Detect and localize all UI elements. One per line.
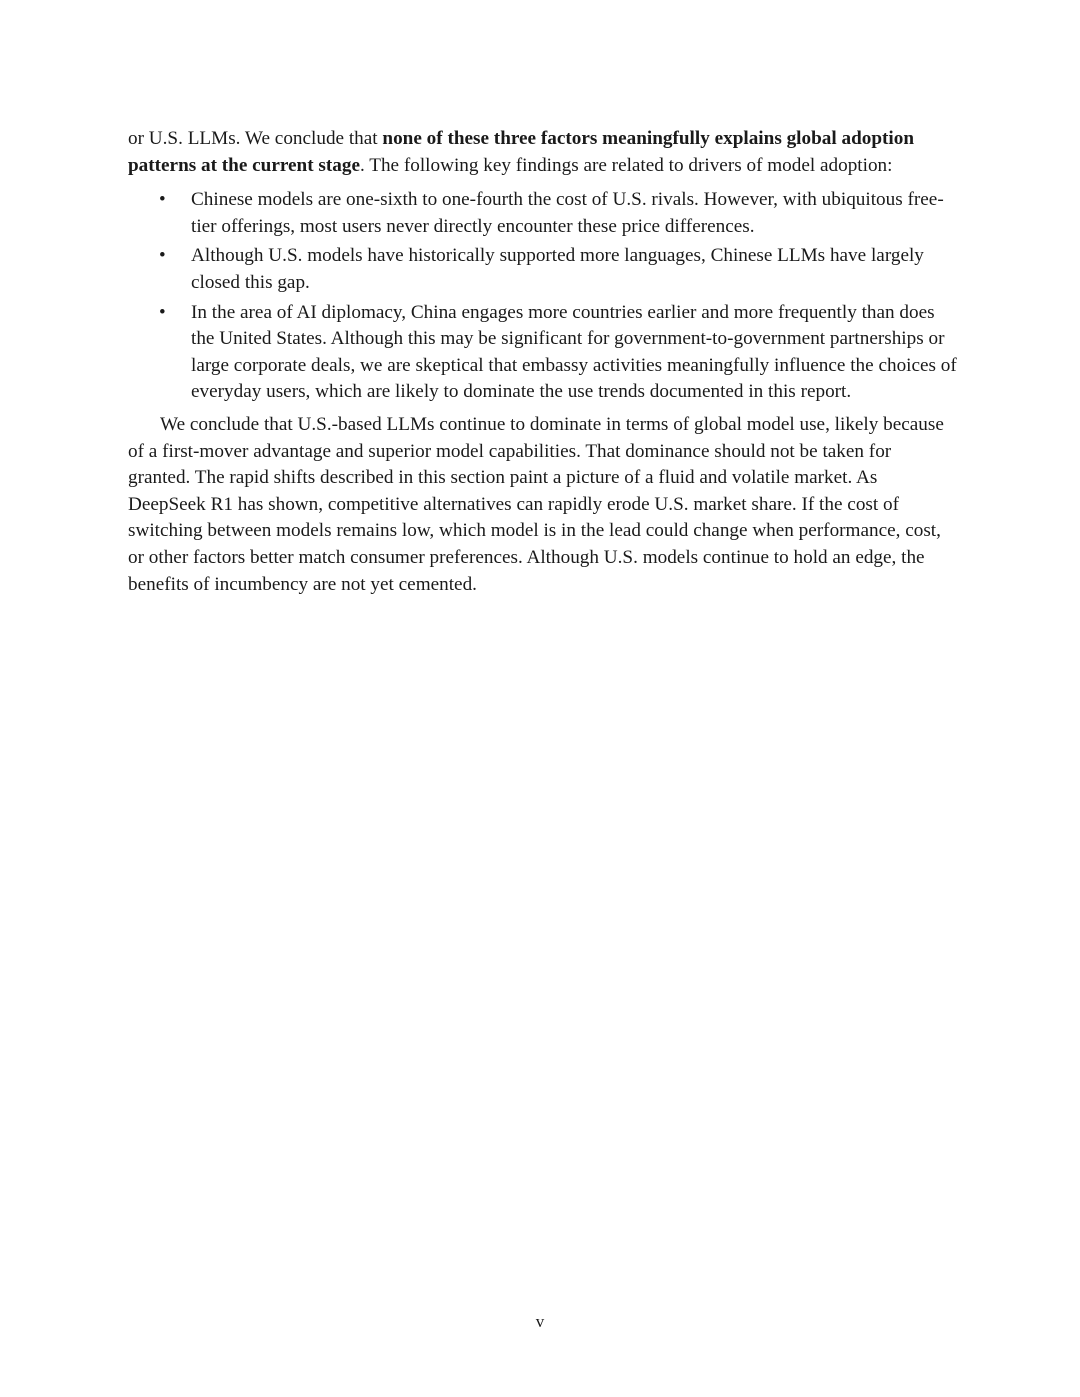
page-number: v	[535, 1312, 545, 1331]
bullet-marker: •	[159, 301, 166, 323]
page-body	[128, 126, 958, 598]
intro-text-end: . The following key findings are related to drivers of model adoption:	[359, 154, 893, 176]
bullet-text: Chinese models are one-sixth to one-fourth the cost of U.S. rivals. However, with ubiquitous free-tier offerings, most users never directly encounter these price differences.	[191, 189, 944, 237]
conclusion-paragraph: We conclude that U.S.-based LLMs continue to dominate in terms of global model use, likely because of a first-mover advantage and superior model capabilities. That dominance should not be taken for granted. The rapid shifts described in this section paint a picture of a fluid and volatile market. As DeepSeek R1 has shown, competitive alternatives can rapidly erode U.S. market share. If the cost of switching between models remains low, which model is in the lead could change when performance, cost, or other factors better match consumer preferences. Although U.S. models continue to hold an edge, the benefits of incumbency are not yet cemented.	[128, 413, 944, 595]
intro-paragraph	[128, 126, 958, 179]
list-item	[159, 300, 958, 406]
bullet-marker: •	[159, 245, 166, 267]
bullet-marker: •	[159, 189, 166, 211]
intro-text: or U.S. LLMs. We conclude that	[128, 128, 383, 149]
intro-bold-text: none of these three factors meaningfully explains global adoption patterns at the current stage	[128, 128, 915, 176]
list-item	[159, 243, 958, 296]
list-item	[159, 187, 958, 240]
bullet-text: In the area of AI diplomacy, China engages more countries earlier and more frequently than does the United States. Although this may be significant for government-to-government partnerships or large corporate deals, we are skeptical that embassy activities meaningfully influence the choices of everyday users, which are likely to dominate the use trends documented in this report.	[191, 301, 957, 403]
bullet-text: Although U.S. models have historically supported more languages, Chinese LLMs have largely closed this gap.	[191, 245, 924, 293]
key-findings-list	[128, 187, 958, 406]
